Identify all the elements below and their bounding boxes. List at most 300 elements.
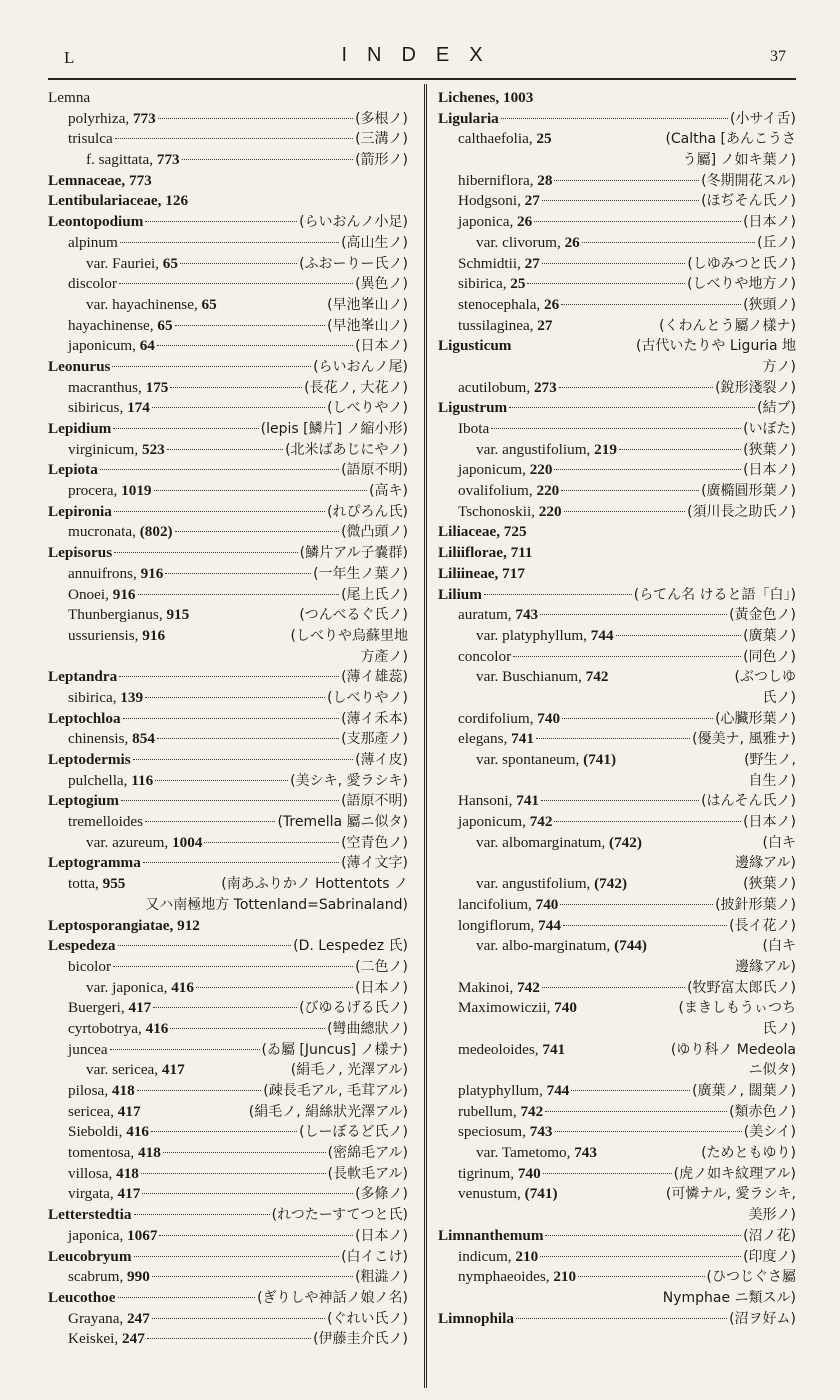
entry-term: tremelloides	[68, 813, 144, 831]
leader-dots	[484, 594, 632, 595]
entry-page-number: 744	[546, 1082, 570, 1099]
index-entry	[438, 233, 796, 254]
leader-dots	[145, 697, 325, 698]
entry-gloss: (日本ノ)	[355, 979, 408, 996]
entry-gloss: (長軟毛アル)	[327, 1165, 408, 1182]
entry-gloss: (結ブ)	[757, 400, 796, 417]
entry-page-number: 28	[537, 171, 553, 189]
entry-term: Leptogium	[48, 792, 119, 810]
entry-term: hiberniflora,	[458, 171, 534, 189]
leader-dots	[527, 283, 685, 284]
index-continuation	[438, 150, 796, 171]
leader-dots	[118, 945, 292, 946]
entry-gloss: (異色ノ)	[355, 276, 408, 293]
leader-dots	[175, 325, 325, 326]
leader-dots	[115, 138, 353, 139]
entry-gloss: (日本ノ)	[355, 338, 408, 355]
entry-term: var. platyphyllum,	[476, 626, 587, 644]
entry-page-number: 740	[554, 999, 577, 1017]
index-entry	[438, 1081, 796, 1102]
index-entry	[48, 688, 408, 709]
entry-page-number: 418	[111, 1082, 135, 1099]
entry-gloss: (ふおーりー氏ノ)	[299, 255, 408, 272]
entry-gloss: (印度ノ)	[743, 1248, 796, 1265]
index-genus	[48, 667, 408, 688]
entry-gloss: (しーぼるど氏ノ)	[299, 1124, 408, 1141]
index-entry	[48, 1184, 408, 1205]
leader-dots	[163, 1152, 326, 1153]
leader-dots	[559, 387, 713, 388]
leader-dots	[542, 263, 685, 264]
leader-dots	[165, 573, 311, 574]
index-continuation	[438, 771, 796, 792]
leader-dots	[541, 800, 699, 801]
index-entry	[48, 129, 408, 150]
entry-term: hayachinense,	[68, 316, 154, 334]
entry-page-number: 27	[524, 254, 540, 272]
entry-term: sibiricus,	[68, 399, 124, 417]
leader-dots	[119, 676, 339, 677]
entry-term: Onoei,	[68, 585, 109, 603]
entry-page-number: 915	[166, 606, 190, 624]
index-continuation	[438, 357, 796, 378]
entry-page-number: 247	[127, 1309, 150, 1327]
entry-term: concolor	[458, 647, 512, 665]
entry-page-number: 417	[117, 1185, 141, 1203]
entry-term: acutilobum,	[458, 378, 531, 396]
entry-gloss: (高山生ノ)	[341, 234, 408, 251]
entry-term: villosa,	[68, 1164, 113, 1182]
index-entry	[438, 1122, 796, 1143]
header-letter: L	[64, 48, 75, 67]
entry-gloss: ニ似タ)	[748, 1062, 796, 1079]
index-entry	[438, 378, 796, 399]
index-entry	[438, 1247, 796, 1268]
entry-term: elegans,	[458, 730, 508, 748]
entry-page-number: 416	[145, 1019, 169, 1037]
leader-dots	[534, 221, 741, 222]
leader-dots	[513, 656, 741, 657]
entry-gloss: (らいおんノ尾)	[313, 358, 408, 375]
entry-gloss: 方產ノ)	[360, 648, 408, 665]
index-genus	[48, 212, 408, 233]
entry-gloss: (心臟形葉ノ)	[715, 710, 796, 727]
entry-page-number: 25	[510, 275, 526, 293]
index-entry	[48, 295, 408, 316]
entry-page-number: 64	[139, 337, 155, 355]
entry-gloss: (多根ノ)	[355, 110, 408, 127]
entry-gloss: (同色ノ)	[743, 648, 796, 665]
index-entry	[438, 1102, 796, 1123]
entry-gloss: (D. Lespedez 氏)	[293, 938, 408, 955]
entry-gloss: (いぼた)	[743, 421, 796, 437]
entry-gloss: 氏ノ)	[762, 689, 796, 706]
entry-gloss: (狹葉ノ)	[743, 441, 796, 458]
entry-gloss: 方ノ)	[762, 358, 796, 375]
entry-term: longiflorum,	[458, 916, 535, 934]
entry-gloss: (くわんとう屬ノ樣ナ)	[659, 317, 796, 334]
entry-page-number: 416	[126, 1123, 150, 1141]
index-entry	[48, 585, 408, 606]
leader-dots	[113, 428, 258, 429]
header-rule	[48, 78, 796, 80]
leader-dots	[110, 1049, 260, 1050]
entry-term: Leucobryum	[48, 1247, 132, 1265]
index-entry	[48, 1164, 408, 1185]
index-entry	[438, 833, 796, 854]
entry-gloss: (美シキ, 愛ラシキ)	[290, 772, 408, 789]
entry-gloss: (れぴろん氏)	[327, 503, 408, 520]
entry-term: Leptodermis	[48, 751, 131, 768]
entry-term: var. angustifolium,	[476, 875, 591, 893]
index-genus	[48, 1205, 408, 1226]
entry-gloss: (丘ノ)	[757, 234, 796, 251]
entry-term: alpinum	[68, 233, 118, 251]
leader-dots	[151, 1131, 297, 1132]
entry-page-number: 65	[157, 316, 173, 334]
entry-gloss: (つんべるぐ氏ノ)	[299, 607, 408, 624]
entry-page-number: 743	[574, 1144, 597, 1162]
leader-dots	[571, 1090, 690, 1091]
leader-dots	[119, 283, 353, 284]
leader-dots	[133, 759, 353, 760]
entry-gloss: (ぶつしゆ	[734, 669, 796, 686]
index-entry	[48, 1226, 408, 1247]
index-entry	[48, 1143, 408, 1164]
entry-gloss: 又ハ南極地方 Tottenland=Sabrinaland)	[145, 896, 408, 913]
entry-gloss: (疎長毛アル, 毛茸アル)	[263, 1083, 408, 1099]
leader-dots	[554, 180, 699, 181]
index-entry	[438, 1040, 796, 1061]
entry-page-number: 418	[116, 1164, 139, 1182]
index-entry	[48, 1329, 408, 1350]
leader-dots	[540, 1256, 741, 1257]
leader-dots	[158, 118, 353, 119]
entry-term: cyrtobotrya,	[68, 1019, 142, 1037]
index-entry	[48, 440, 408, 461]
entry-term: sibirica,	[458, 275, 507, 293]
index-genus	[438, 109, 796, 130]
leader-dots	[582, 242, 755, 243]
entry-page-number: 26	[544, 295, 560, 313]
entry-term: japonica,	[68, 1226, 124, 1244]
entry-term: japonica,	[458, 213, 514, 231]
index-entry	[48, 833, 408, 854]
index-continuation	[438, 1019, 796, 1040]
entry-gloss: (多條ノ)	[355, 1186, 408, 1203]
entry-term: pilosa,	[68, 1082, 109, 1099]
entry-term: Lepidium	[48, 420, 112, 437]
entry-gloss: (しべりやノ)	[327, 400, 408, 417]
index-entry	[438, 916, 796, 937]
leader-dots	[157, 345, 353, 346]
leader-dots	[491, 428, 741, 429]
entry-term: stenocephala,	[458, 295, 541, 313]
entry-gloss: (小サイ舌)	[730, 110, 796, 127]
entry-page-number: (742)	[594, 875, 628, 893]
leader-dots	[114, 511, 325, 512]
index-genus	[48, 916, 408, 937]
entry-term: annuifrons,	[68, 564, 137, 582]
index-entry	[438, 316, 796, 337]
entry-page-number: 854	[132, 730, 155, 748]
leader-dots	[554, 821, 741, 822]
index-entry	[438, 936, 796, 957]
entry-term: sibirica,	[68, 688, 117, 706]
entry-gloss: (野生ノ,	[744, 752, 796, 768]
entry-term: Ligusticum	[438, 337, 512, 355]
index-continuation	[438, 688, 796, 709]
index-entry	[438, 626, 796, 647]
entry-term: japonicum,	[458, 813, 526, 831]
entry-gloss: (優美ナ, 風雅ナ)	[692, 731, 796, 748]
entry-page-number: (741)	[583, 751, 617, 768]
entry-term: Lilium	[438, 585, 482, 603]
entry-gloss: (三溝ノ)	[355, 131, 408, 148]
entry-gloss: (薄イ禾本)	[341, 710, 408, 727]
index-column-right	[438, 88, 796, 1329]
index-genus	[438, 398, 796, 419]
entry-term: japonicum,	[68, 337, 136, 355]
entry-page-number: 743	[529, 1123, 553, 1141]
leader-dots	[543, 1173, 672, 1174]
entry-term: Letterstedtia	[48, 1206, 132, 1224]
entry-term: tomentosa,	[68, 1144, 135, 1162]
leader-dots	[141, 1173, 326, 1174]
index-entry	[48, 109, 408, 130]
entry-page-number: 417	[117, 1102, 141, 1120]
leader-dots	[145, 821, 275, 822]
entry-term: Schmidtii,	[458, 254, 521, 272]
entry-gloss: (伊藤圭介氏ノ)	[313, 1331, 408, 1348]
leader-dots	[145, 221, 297, 222]
index-entry	[48, 978, 408, 999]
leader-dots	[152, 1276, 353, 1277]
entry-gloss: (廣橢圓形葉ノ)	[701, 483, 796, 500]
entry-term: Makinoi,	[458, 978, 514, 996]
entry-gloss: (薄イ皮)	[355, 752, 408, 768]
entry-gloss: (古代いたりや Liguria 地	[635, 338, 796, 355]
entry-term: var. hayachinense,	[86, 295, 198, 313]
entry-page-number: 742	[520, 1102, 544, 1120]
entry-page-number: 740	[537, 709, 561, 727]
entry-term: var. Buschianum,	[476, 668, 582, 686]
entry-term: ussuriensis,	[68, 626, 139, 644]
entry-page-number: 116	[131, 771, 154, 789]
entry-gloss: (薄イ雄蕊)	[341, 669, 408, 686]
index-genus	[438, 585, 796, 606]
entry-term: Lepisorus	[48, 544, 113, 562]
entry-page-number: 742	[585, 668, 609, 686]
leader-dots	[137, 1090, 262, 1091]
entry-term: rubellum,	[458, 1102, 517, 1120]
index-entry	[48, 729, 408, 750]
leader-dots	[155, 780, 288, 781]
entry-page-number: 741	[516, 792, 539, 810]
entry-page-number: 912	[177, 916, 200, 934]
index-entry	[438, 502, 796, 523]
leader-dots	[121, 800, 339, 801]
index-entry	[48, 254, 408, 275]
entry-gloss: (銳形淺裂ノ)	[715, 379, 796, 396]
leader-dots	[616, 635, 742, 636]
entry-gloss: (はんそん氏ノ)	[701, 793, 796, 810]
entry-gloss: (沼ノ花)	[743, 1227, 796, 1244]
entry-term: Lemna	[48, 89, 91, 106]
entry-term: Liliineae,	[438, 564, 499, 582]
index-genus	[48, 357, 408, 378]
leader-dots	[196, 987, 353, 988]
entry-term: Leucothoe	[48, 1288, 116, 1306]
index-entry	[48, 274, 408, 295]
entry-page-number: 25	[536, 130, 552, 148]
entry-term: macranthus,	[68, 378, 142, 396]
leader-dots	[152, 1318, 325, 1319]
index-entry	[438, 750, 796, 771]
index-genus	[48, 750, 408, 771]
entry-term: polyrhiza,	[68, 109, 130, 127]
index-entry	[48, 812, 408, 833]
entry-page-number: 916	[142, 626, 166, 644]
entry-gloss: (ためともゆり)	[701, 1145, 796, 1162]
leader-dots	[540, 614, 727, 615]
entry-gloss: (廣葉ノ, 闊葉ノ)	[692, 1083, 796, 1099]
entry-gloss: (白キ	[762, 834, 796, 851]
entry-term: sericea,	[68, 1102, 114, 1120]
entry-term: Leontopodium	[48, 213, 144, 231]
leader-dots	[560, 904, 713, 905]
entry-page-number: 990	[127, 1268, 150, 1286]
entry-term: ovalifolium,	[458, 482, 533, 500]
entry-gloss: (早池峯山ノ)	[327, 296, 408, 313]
entry-term: Liliaceae,	[438, 523, 500, 541]
index-continuation	[48, 895, 408, 916]
entry-term: Tschonoskii,	[458, 502, 535, 520]
index-entry	[438, 1184, 796, 1205]
entry-gloss: (しゆみつと氏ノ)	[687, 255, 796, 272]
page-number: 37	[770, 48, 786, 65]
index-continuation	[438, 1288, 796, 1309]
entry-page-number: 717	[502, 564, 525, 582]
index-entry	[48, 233, 408, 254]
entry-gloss: (ほぢそん氏ノ)	[701, 193, 796, 210]
index-entry	[438, 791, 796, 812]
entry-term: Leptandra	[48, 668, 118, 686]
entry-page-number: 26	[564, 233, 580, 251]
index-entry	[438, 998, 796, 1019]
index-entry	[48, 1019, 408, 1040]
entry-term: var. albo-marginatum,	[476, 937, 611, 955]
entry-gloss: (美シイ)	[743, 1124, 796, 1141]
index-entry	[48, 605, 408, 626]
index-entry	[438, 667, 796, 688]
leader-dots	[516, 1318, 727, 1319]
index-genus	[438, 543, 796, 564]
entry-term: medeoloides,	[458, 1040, 539, 1058]
index-genus	[48, 191, 408, 212]
entry-page-number: 210	[553, 1268, 577, 1286]
entry-term: Lespedeza	[48, 937, 116, 955]
entry-term: Lemnaceae,	[48, 171, 126, 189]
leader-dots	[563, 925, 727, 926]
index-genus	[438, 1226, 796, 1247]
entry-gloss: (一年生ノ葉ノ)	[313, 565, 408, 582]
entry-page-number: 219	[594, 440, 617, 458]
leader-dots	[182, 159, 353, 160]
entry-term: Lentibulariaceae,	[48, 192, 162, 210]
entry-term: venustum,	[458, 1185, 521, 1203]
entry-page-number: 65	[162, 254, 178, 272]
leader-dots	[562, 718, 713, 719]
index-entry	[48, 522, 408, 543]
index-genus	[48, 709, 408, 730]
index-entry	[48, 957, 408, 978]
leader-dots	[118, 1297, 256, 1298]
index-continuation	[438, 1060, 796, 1081]
entry-page-number: 955	[102, 875, 126, 893]
entry-gloss: 邊緣アル)	[735, 958, 796, 975]
entry-term: chinensis,	[68, 730, 129, 748]
index-genus	[438, 88, 796, 109]
index-genus	[48, 543, 408, 564]
leader-dots	[134, 1214, 270, 1215]
leader-dots	[545, 1111, 727, 1112]
index-continuation	[438, 1205, 796, 1226]
entry-term: Leptogramma	[48, 854, 141, 872]
leader-dots	[123, 718, 339, 719]
index-entry	[438, 605, 796, 626]
entry-page-number: 26	[517, 213, 533, 231]
entry-term: Maximowiczii,	[458, 999, 551, 1017]
entry-gloss: (早池峯山ノ)	[327, 317, 408, 334]
entry-gloss: (箭形ノ)	[355, 152, 408, 169]
entry-page-number: 1067	[127, 1226, 158, 1244]
leader-dots	[143, 862, 339, 863]
entry-term: var. albomarginatum,	[476, 833, 606, 851]
leader-dots	[153, 1007, 297, 1008]
entry-term: var. Tametomo,	[476, 1144, 571, 1162]
index-entry	[48, 874, 408, 895]
page-header	[48, 40, 796, 76]
entry-page-number: 210	[515, 1247, 539, 1265]
entry-term: virginicum,	[68, 440, 139, 458]
leader-dots	[555, 1131, 742, 1132]
entry-gloss: (可憐ナル, 愛ラシキ,	[665, 1186, 796, 1203]
entry-page-number: 220	[529, 461, 553, 479]
entry-gloss: (彎曲總狀ノ)	[327, 1020, 408, 1037]
index-genus	[48, 502, 408, 523]
entry-page-number: 220	[538, 502, 562, 520]
entry-page-number: (741)	[524, 1185, 558, 1203]
entry-page-number: 744	[590, 626, 614, 644]
entry-term: Lichenes,	[438, 89, 500, 106]
entry-gloss: (Tremella 屬ニ似タ)	[277, 814, 408, 831]
index-entry	[438, 812, 796, 833]
leader-dots	[578, 1276, 704, 1277]
entry-gloss: (牧野富太郎氏ノ)	[687, 979, 796, 996]
entry-gloss: (黃金色ノ)	[729, 607, 796, 624]
index-entry	[438, 254, 796, 275]
entry-term: Liliiflorae,	[438, 544, 507, 562]
index-entry	[438, 1267, 796, 1288]
entry-term: mucronata,	[68, 523, 136, 541]
entry-page-number: 247	[122, 1330, 145, 1348]
entry-term: calthaefolia,	[458, 130, 533, 148]
index-genus	[48, 791, 408, 812]
entry-page-number: 65	[201, 295, 217, 313]
entry-page-number: 740	[517, 1164, 541, 1182]
entry-term: Sieboldi,	[68, 1123, 123, 1141]
